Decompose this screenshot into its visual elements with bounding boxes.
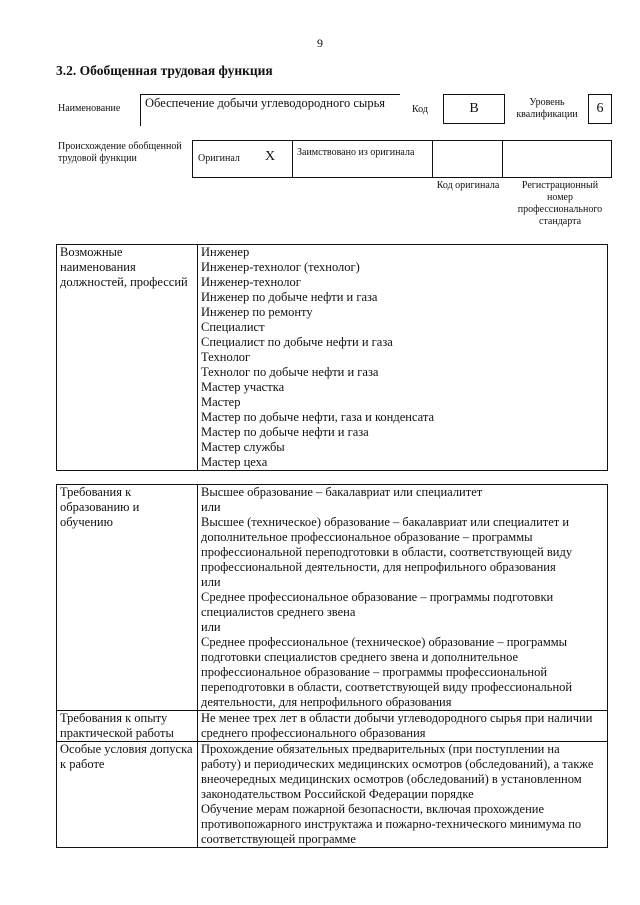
origin-box [192,140,612,178]
level-label: Уровень квалификации [516,97,578,120]
position-item: Специалист [201,320,265,334]
text-line: подготовки специалистов среднего звена и дополнительное [201,650,519,664]
text-line: переподготовки в области, соответствующей виду профессиональной [201,680,573,694]
section-title: 3.2. Обобщенная трудовая функция [56,63,273,78]
experience-text [198,711,608,742]
code-original-caption: Код оригинала [436,180,500,191]
admission-label: Особые условия допуска к работе [57,742,198,848]
position-item: Инженер [201,245,250,259]
education-label: Требования к образованию и обучению [57,485,198,711]
education-text [198,485,608,711]
text-line: или [201,500,221,514]
position-item: Инженер по добыче нефти и газа [201,290,378,304]
requirements-table [56,484,608,848]
text-line: соответствующей программе [201,832,356,846]
text-line: Не менее трех лет в области добычи углеводородного сырья при наличии [201,711,593,725]
position-item: Мастер [201,395,241,409]
origin-label: Происхождение обобщенной трудовой функции [58,141,182,164]
position-item: Инженер-технолог [201,275,301,289]
text-line: Среднее профессиональное образование – программы подготовки [201,590,554,604]
position-item: Инженер по ремонту [201,305,313,319]
position-item: Технолог [201,350,251,364]
text-line: работу) и периодических медицинских осмотров (обследований), а также [201,757,594,771]
text-line: профессиональной переподготовки в области, соответствующей виду [201,545,573,559]
text-line: дополнительное профессиональное образование – программы [201,530,533,544]
text-line: внеочередных медицинских осмотров (обследований) в установленном [201,772,582,786]
text-line: противопожарного инструктажа и пожарно-технического минимума по [201,817,582,831]
reg-number-caption: Регистрационный номер профессионального стандарта [517,180,603,227]
name-value: Обеспечение добычи углеводородного сырья [140,94,400,126]
name-label: Наименование [58,103,121,114]
text-line: или [201,620,221,634]
position-item: Мастер по добыче нефти, газа и конденсата [201,410,435,424]
experience-label: Требования к опыту практической работы [57,711,198,742]
borrowed-label: Заимствовано из оригинала [297,147,415,158]
text-line: Прохождение обязательных предварительных (при поступлении на [201,742,560,756]
position-item: Технолог по добыче нефти и газа [201,365,379,379]
text-line: законодательством Российской Федерации порядке [201,787,474,801]
code-value: B [443,94,505,124]
code-label: Код [412,104,428,115]
position-item: Мастер участка [201,380,285,394]
admission-row [57,742,608,848]
text-line: Среднее профессиональное (техническое) образование – программы [201,635,568,649]
text-line: деятельности, для непрофильного образования [201,695,452,709]
page-number: 9 [317,36,323,50]
level-value: 6 [588,94,612,124]
text-line: профессиональной деятельности, для непрофильного образования [201,560,556,574]
admission-text [198,742,608,848]
positions-list [198,245,608,471]
education-row [57,485,608,711]
position-item: Специалист по добыче нефти и газа [201,335,393,349]
position-item: Инженер-технолог (технолог) [201,260,360,274]
positions-label: Возможные наименования должностей, профессий [57,245,198,471]
text-line: Высшее (техническое) образование – бакалавриат или специалитет и [201,515,570,529]
position-item: Мастер цеха [201,455,268,469]
text-line: Обучение мерам пожарной безопасности, включая прохождение [201,802,544,816]
original-mark: X [265,149,276,164]
text-line: профессиональное образование – программы профессиональной [201,665,548,679]
experience-row [57,711,608,742]
text-line: или [201,575,221,589]
position-item: Мастер по добыче нефти и газа [201,425,369,439]
position-item: Мастер службы [201,440,285,454]
positions-table [56,244,608,471]
text-line: среднего профессионального образования [201,726,426,740]
text-line: специалистов среднего звена [201,605,356,619]
original-label: Оригинал [198,153,240,164]
text-line: Высшее образование – бакалавриат или специалитет [201,485,483,499]
